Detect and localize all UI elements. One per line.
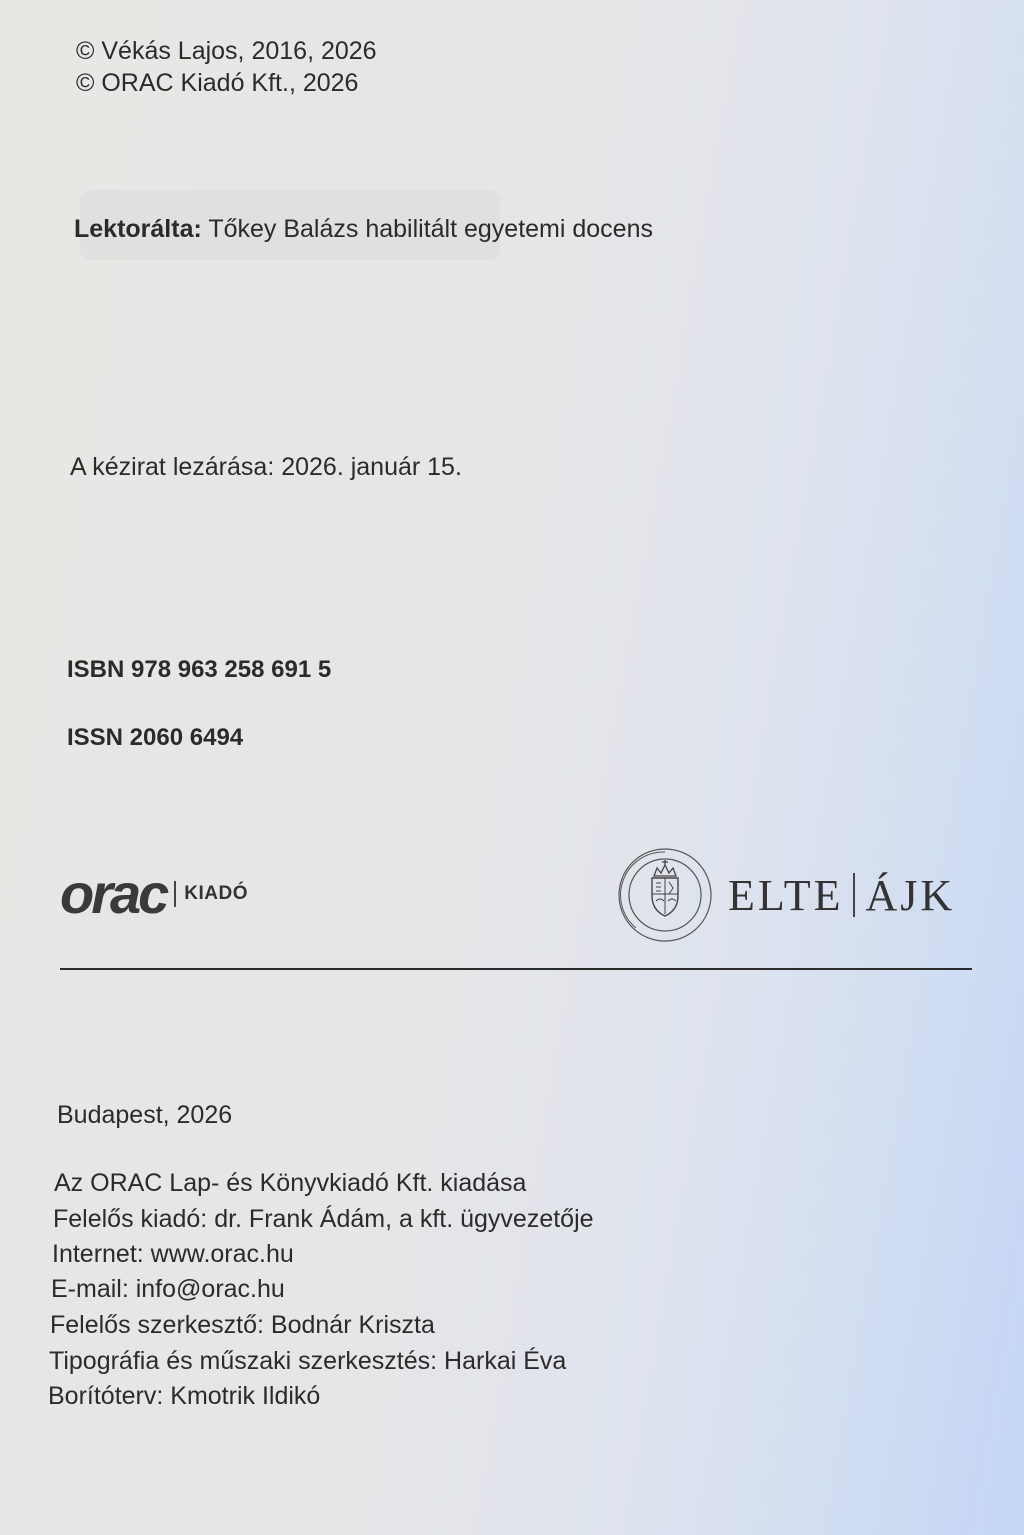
imprint-line-internet: Internet: www.orac.hu [52, 1240, 294, 1268]
place-year: Budapest, 2026 [57, 1101, 233, 1129]
imprint-line-typography: Tipográfia és műszaki szerkesztés: Harkai Éva [49, 1347, 567, 1375]
imprint-line-publisher: Az ORAC Lap- és Könyvkiadó Kft. kiadása [54, 1169, 527, 1197]
elte-wordmark-left: ELTE [728, 870, 844, 920]
issn: ISSN 2060 6494 [67, 724, 244, 751]
orac-logo-divider [174, 881, 176, 907]
orac-logo [60, 864, 248, 924]
elte-wordmark-right: ÁJK [865, 870, 956, 920]
elte-ajk-logo [616, 846, 955, 944]
imprint-line-cover: Borítóterv: Kmotrik Ildikó [48, 1382, 321, 1410]
copyright-publisher: © ORAC Kiadó Kft., 2026 [76, 69, 359, 97]
imprint-line-email: E-mail: info@orac.hu [51, 1275, 285, 1303]
copyright-author: © Vékás Lajos, 2016, 2026 [76, 37, 377, 65]
isbn: ISBN 978 963 258 691 5 [67, 656, 332, 683]
imprint-line-editor: Felelős szerkesztő: Bodnár Kriszta [50, 1311, 435, 1339]
orac-logo-label: KIADÓ [184, 883, 249, 904]
elte-ajk-wordmark [728, 870, 955, 921]
reviewer-line [74, 214, 653, 244]
manuscript-closed: A kézirat lezárása: 2026. január 15. [70, 453, 462, 481]
elte-wordmark-divider [853, 873, 855, 917]
elte-crest-icon [616, 846, 714, 944]
imprint-line-responsible: Felelős kiadó: dr. Frank Ádám, a kft. ügyvezetője [53, 1205, 594, 1233]
reviewer-value: Tőkey Balázs habilitált egyetemi docens [208, 215, 653, 243]
reviewer-label: Lektorálta: [74, 215, 202, 243]
orac-logo-word: orac [60, 862, 167, 925]
divider-rule [60, 968, 972, 970]
